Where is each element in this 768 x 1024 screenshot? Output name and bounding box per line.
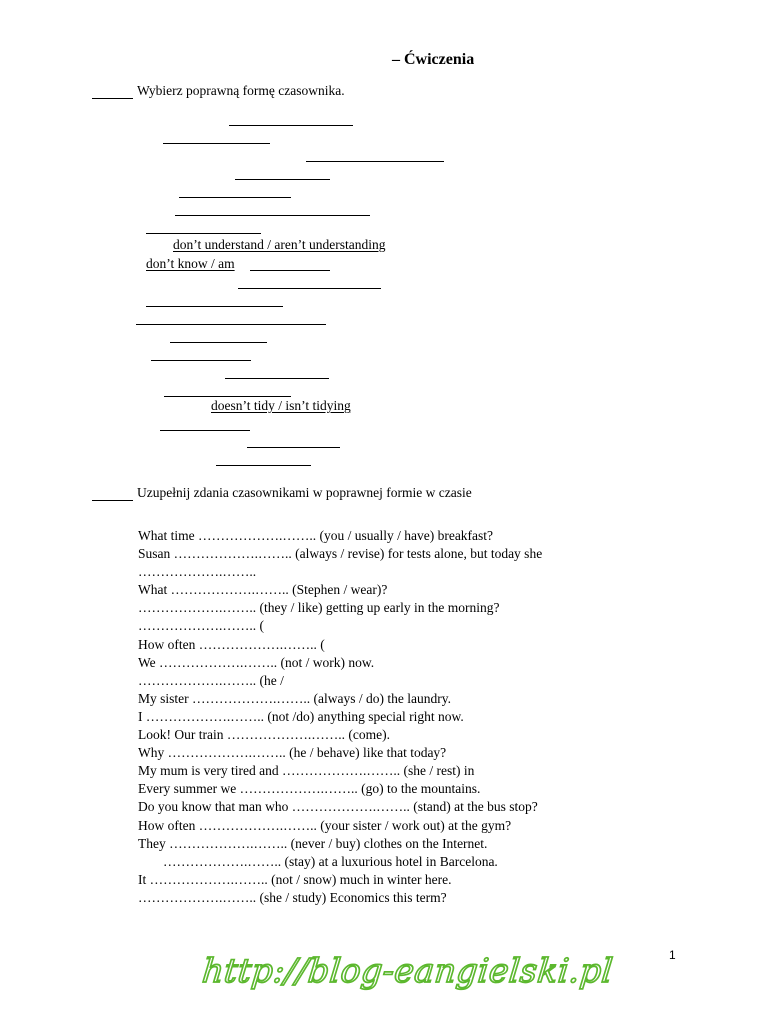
exercise-sentence: ……………….…….. ( bbox=[138, 618, 264, 634]
section2-number-blank bbox=[92, 486, 133, 501]
answer-blank bbox=[136, 324, 326, 325]
exercise-sentence: ……………….…….. (he / bbox=[138, 672, 284, 688]
answer-blank bbox=[250, 270, 330, 271]
answer-blank bbox=[235, 179, 330, 180]
exercise-sentence: They ……………….…….. (never / buy) clothes on the Internet. bbox=[138, 835, 488, 851]
blog-url-logo-text: http://blog-eangielski.pl bbox=[200, 951, 615, 990]
section1-instruction bbox=[92, 83, 345, 99]
answer-blank bbox=[179, 197, 291, 198]
answer-blank bbox=[164, 396, 291, 397]
verb-choice: don’t know / am bbox=[146, 256, 235, 271]
exercise-sentence: How often ……………….…….. (your sister / work out) at the gym? bbox=[138, 817, 512, 833]
exercise-sentence: ……………….…….. (she / study) Economics this term? bbox=[138, 889, 447, 905]
answer-blank bbox=[306, 161, 444, 162]
exercise-sentence: What ……………….…….. (Stephen / wear)? bbox=[138, 582, 388, 598]
verb-choice: don’t understand / aren’t understanding bbox=[173, 237, 386, 252]
sentence-list bbox=[138, 527, 542, 907]
answer-blank bbox=[146, 233, 261, 234]
exercise-sentence: How often ……………….…….. ( bbox=[138, 636, 325, 652]
exercise-sentence: My sister ……………….…….. (always / do) the laundry. bbox=[138, 690, 451, 706]
page-title: – Ćwiczenia bbox=[392, 51, 475, 68]
answer-blank bbox=[238, 288, 381, 289]
exercise-sentence: Look! Our train ……………….…….. (come). bbox=[138, 727, 390, 743]
answer-blank bbox=[175, 215, 370, 216]
answer-blank bbox=[170, 342, 267, 343]
exercise-sentence: It ……………….…….. (not / snow) much in winter here. bbox=[138, 871, 452, 887]
answer-blank bbox=[146, 306, 283, 307]
exercise-sentence: I ……………….…….. (not /do) anything special right now. bbox=[138, 708, 464, 724]
exercise-sentence: We ……………….…….. (not / work) now. bbox=[138, 654, 375, 670]
answer-blank bbox=[160, 430, 250, 431]
section1-instruction-text: Wybierz poprawną formę czasownika. bbox=[137, 83, 345, 98]
exercise-sentence: Susan ……………….…….. (always / revise) for tests alone, but today she bbox=[138, 546, 543, 562]
exercise-sentence: ……………….…….. (they / like) getting up early in the morning? bbox=[138, 600, 500, 616]
verb-choice: doesn’t tidy / isn’t tidying bbox=[211, 398, 351, 413]
exercise-sentence: What time ……………….…….. (you / usually / have) breakfast? bbox=[138, 528, 494, 543]
answer-blank bbox=[151, 360, 251, 361]
section2-instruction bbox=[92, 485, 472, 501]
exercise-sentence: Every summer we ……………….…….. (go) to the mountains. bbox=[138, 781, 481, 797]
section1-number-blank bbox=[92, 84, 133, 99]
exercise-sentence: ……………….…….. (stay) at a luxurious hotel in Barcelona. bbox=[163, 853, 498, 869]
exercise-sentence: Do you know that man who ……………….…….. (stand) at the bus stop? bbox=[138, 799, 538, 815]
answer-blank bbox=[229, 125, 353, 126]
exercise-sentence: My mum is very tired and ……………….…….. (she / rest) in bbox=[138, 763, 475, 779]
blog-url-logo bbox=[200, 938, 615, 1006]
exercise-sentence: ……………….…….. bbox=[138, 564, 257, 580]
page-number: 1 bbox=[669, 948, 676, 962]
answer-blank bbox=[216, 465, 311, 466]
answer-blank bbox=[225, 378, 329, 379]
exercise-sentence: Why ……………….…….. (he / behave) like that today? bbox=[138, 745, 447, 761]
section2-instruction-text: Uzupełnij zdania czasownikami w poprawnej formie w czasie bbox=[137, 485, 472, 500]
answer-blank bbox=[247, 447, 340, 448]
answer-blank bbox=[163, 143, 270, 144]
